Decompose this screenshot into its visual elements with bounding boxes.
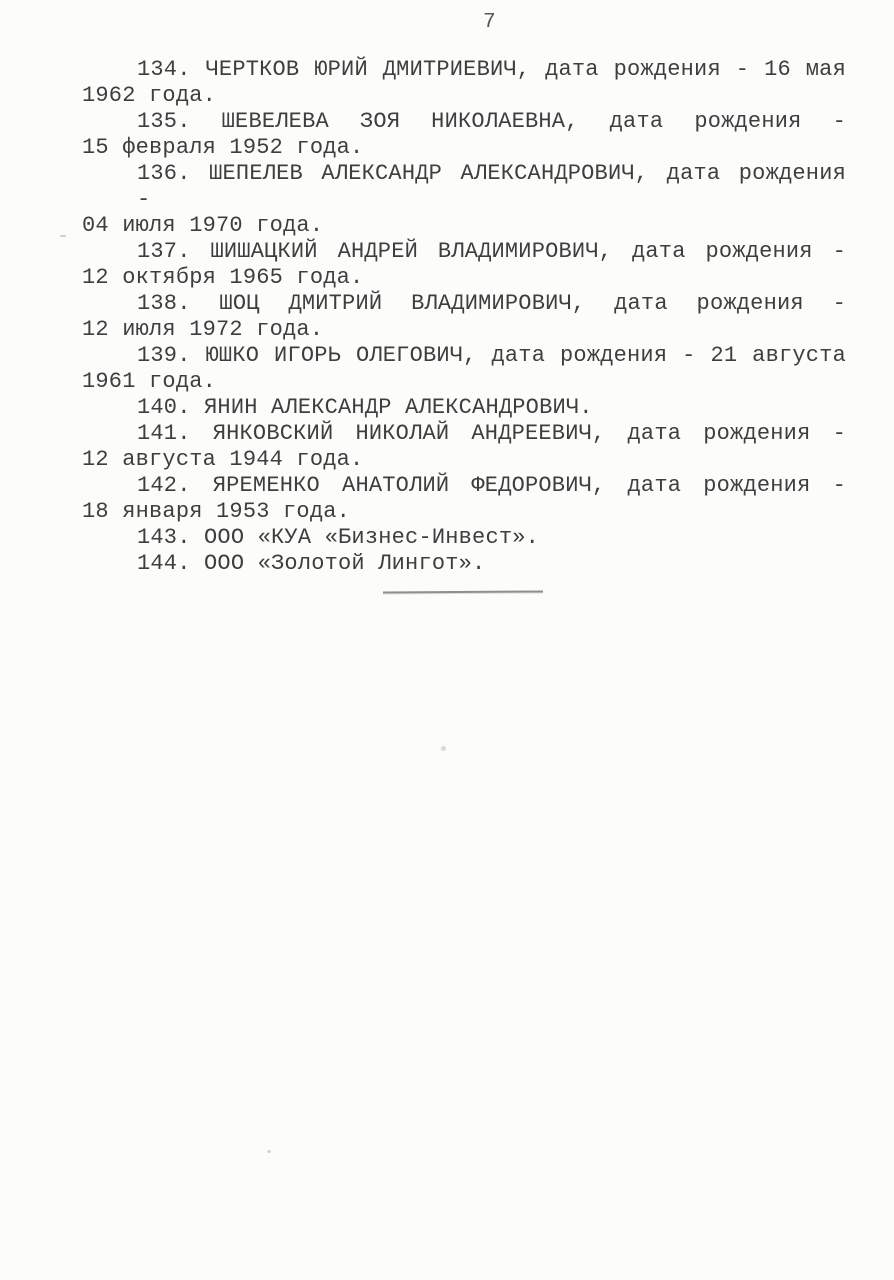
document-line: 140. ЯНИН АЛЕКСАНДР АЛЕКСАНДРОВИЧ.: [137, 395, 593, 420]
document-line: 143. ООО «КУА «Бизнес-Инвест».: [137, 525, 540, 550]
document-line: 12 августа 1944 года.: [82, 447, 364, 472]
document-line: 136. ШЕПЕЛЕВ АЛЕКСАНДР АЛЕКСАНДРОВИЧ, дата рождения -: [137, 161, 846, 212]
page-number: 7: [483, 11, 496, 34]
document-line: 142. ЯРЕМЕНКО АНАТОЛИЙ ФЕДОРОВИЧ, дата рождения -: [137, 473, 846, 498]
scan-speck: [60, 235, 66, 237]
end-of-list-rule: [383, 590, 543, 593]
document-line: 1962 года.: [82, 83, 217, 108]
document-line: 04 июля 1970 года.: [82, 213, 324, 238]
scan-speck: [441, 746, 446, 751]
document-line: 144. ООО «Золотой Лингот».: [137, 551, 486, 576]
document-line: 18 января 1953 года.: [82, 499, 351, 524]
document-line: 137. ШИШАЦКИЙ АНДРЕЙ ВЛАДИМИРОВИЧ, дата рождения -: [137, 239, 846, 264]
document-line: 139. ЮШКО ИГОРЬ ОЛЕГОВИЧ, дата рождения - 21 августа: [137, 343, 846, 368]
document-line: 12 июля 1972 года.: [82, 317, 324, 342]
document-line: 12 октября 1965 года.: [82, 265, 364, 290]
document-line: 1961 года.: [82, 369, 217, 394]
document-body: [82, 57, 846, 577]
scan-speck: [267, 1150, 271, 1153]
document-line: 141. ЯНКОВСКИЙ НИКОЛАЙ АНДРЕЕВИЧ, дата рождения -: [137, 421, 846, 446]
document-line: 138. ШОЦ ДМИТРИЙ ВЛАДИМИРОВИЧ, дата рождения -: [137, 291, 846, 316]
document-line: 135. ШЕВЕЛЕВА ЗОЯ НИКОЛАЕВНА, дата рождения -: [137, 109, 846, 134]
document-line: 15 февраля 1952 года.: [82, 135, 364, 160]
document-line: 134. ЧЕРТКОВ ЮРИЙ ДМИТРИЕВИЧ, дата рождения - 16 мая: [137, 57, 846, 82]
